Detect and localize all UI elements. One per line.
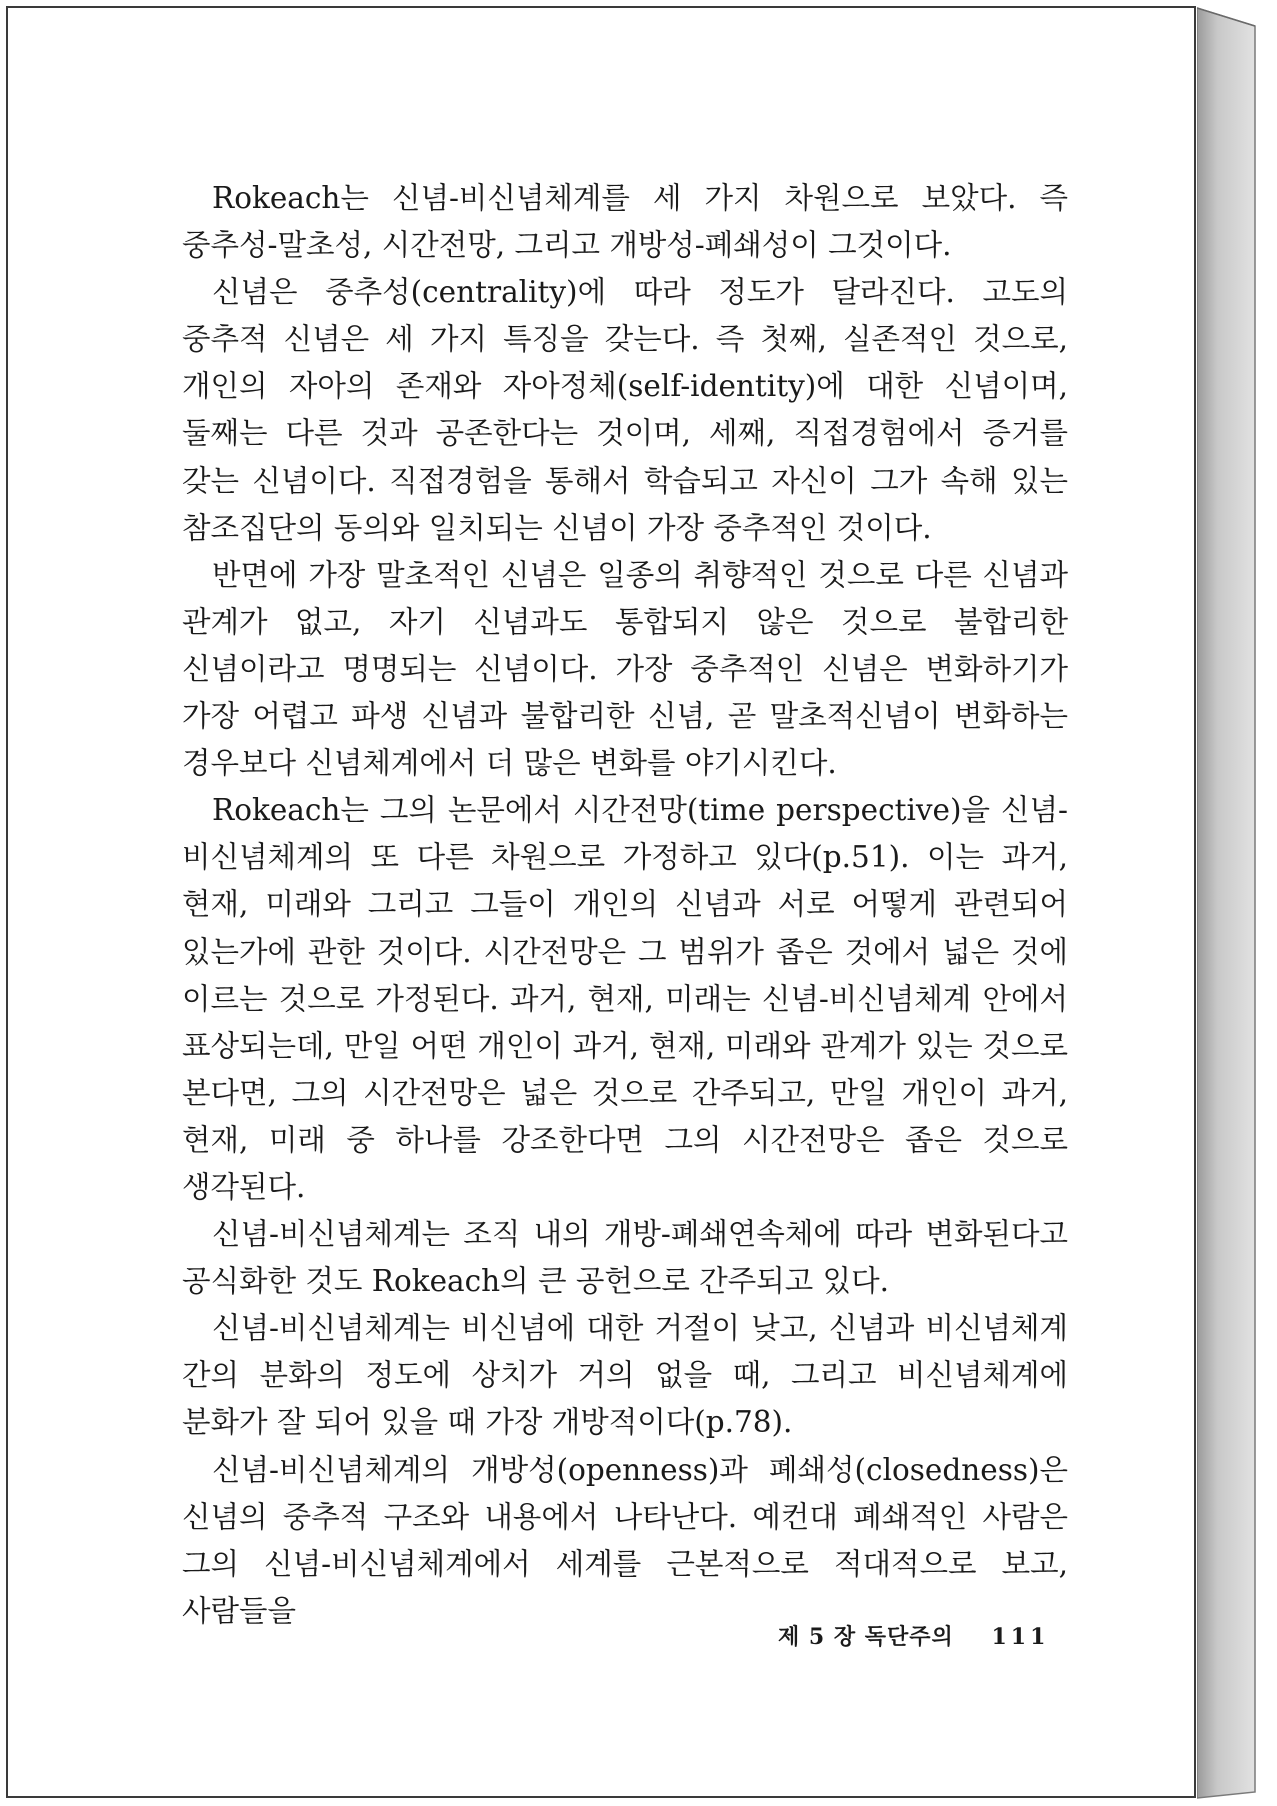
page-footer (778, 1620, 1058, 1651)
paragraph-5: 신념-비신념체계는 조직 내의 개방-폐쇄연속체에 따라 변화된다고 공식화한 것도 Rokeach의 큰 공헌으로 간주되고 있다. (182, 1217, 1068, 1299)
book-spine-edge (1197, 0, 1277, 1806)
paragraph-6: 신념-비신념체계는 비신념에 대한 거절이 낮고, 신념과 비신념체계 간의 분화의 정도에 상치가 거의 없을 때, 그리고 비신념체계에 분화가 잘 되어 있을 때 가장 개방적이다(p.78). (182, 1311, 1068, 1440)
paragraph-4: Rokeach는 그의 논문에서 시간전망(time perspective)을 신념-비신념체계의 또 다른 차원으로 가정하고 있다(p.51). 이는 과거, 현재, 미래와 그리고 그들이 개인의 신념과 서로 어떻게 관련되어 있는가에 관한 것이다. 시간전망은 그 범위가 좁은 것에서 넓은 것에 이르는 것으로 가정된다. 과거, 현재, 미래는 신념-비신념체계 안에서 표상되는데, 만일 어떤 개인이 과거, 현재, 미래와 관계가 있는 것으로 본다면, 그의 시간전망은 넓은 것으로 간주되고, 만일 개인이 과거, 현재, 미래 중 하나를 강조한다면 그의 시간전망은 좁은 것으로 생각된다. (182, 793, 1068, 1204)
chapter-title: 제 5 장 독단주의 (778, 1624, 954, 1650)
paragraph-3: 반면에 가장 말초적인 신념은 일종의 취향적인 것으로 다른 신념과 관계가 없고, 자기 신념과도 통합되지 않은 것으로 불합리한 신념이라고 명명되는 신념이다. 가장 중추적인 신념은 변화하기가 가장 어렵고 파생 신념과 불합리한 신념, 곧 말초적신념이 변화하는 경우보다 신념체계에서 더 많은 변화를 야기시킨다. (182, 557, 1068, 781)
paragraph-7: 신념-비신념체계의 개방성(openness)과 폐쇄성(closedness)은 신념의 중추적 구조와 내용에서 나타난다. 예컨대 폐쇄적인 사람은 그의 신념-비신념체계에서 세계를 근본적으로 적대적으로 보고, 사람들을 (182, 1452, 1068, 1628)
page-number: 111 (991, 1624, 1050, 1650)
page-body (182, 175, 1068, 1635)
paragraph-2: 신념은 중추성(centrality)에 따라 정도가 달라진다. 고도의 중추적 신념은 세 가지 특징을 갖는다. 즉 첫째, 실존적인 것으로, 개인의 자아의 존재와 자아정체(self-identity)에 대한 신념이며, 둘째는 다른 것과 공존한다는 것이며, 세째, 직접경험에서 증거를 갖는 신념이다. 직접경험을 통해서 학습되고 자신이 그가 속해 있는 참조집단의 동의와 일치되는 신념이 가장 중추적인 것이다. (182, 275, 1068, 545)
book-page (6, 6, 1196, 1798)
paragraph-1: Rokeach는 신념-비신념체계를 세 가지 차원으로 보았다. 즉 중추성-말초성, 시간전망, 그리고 개방성-폐쇄성이 그것이다. (182, 181, 1068, 263)
